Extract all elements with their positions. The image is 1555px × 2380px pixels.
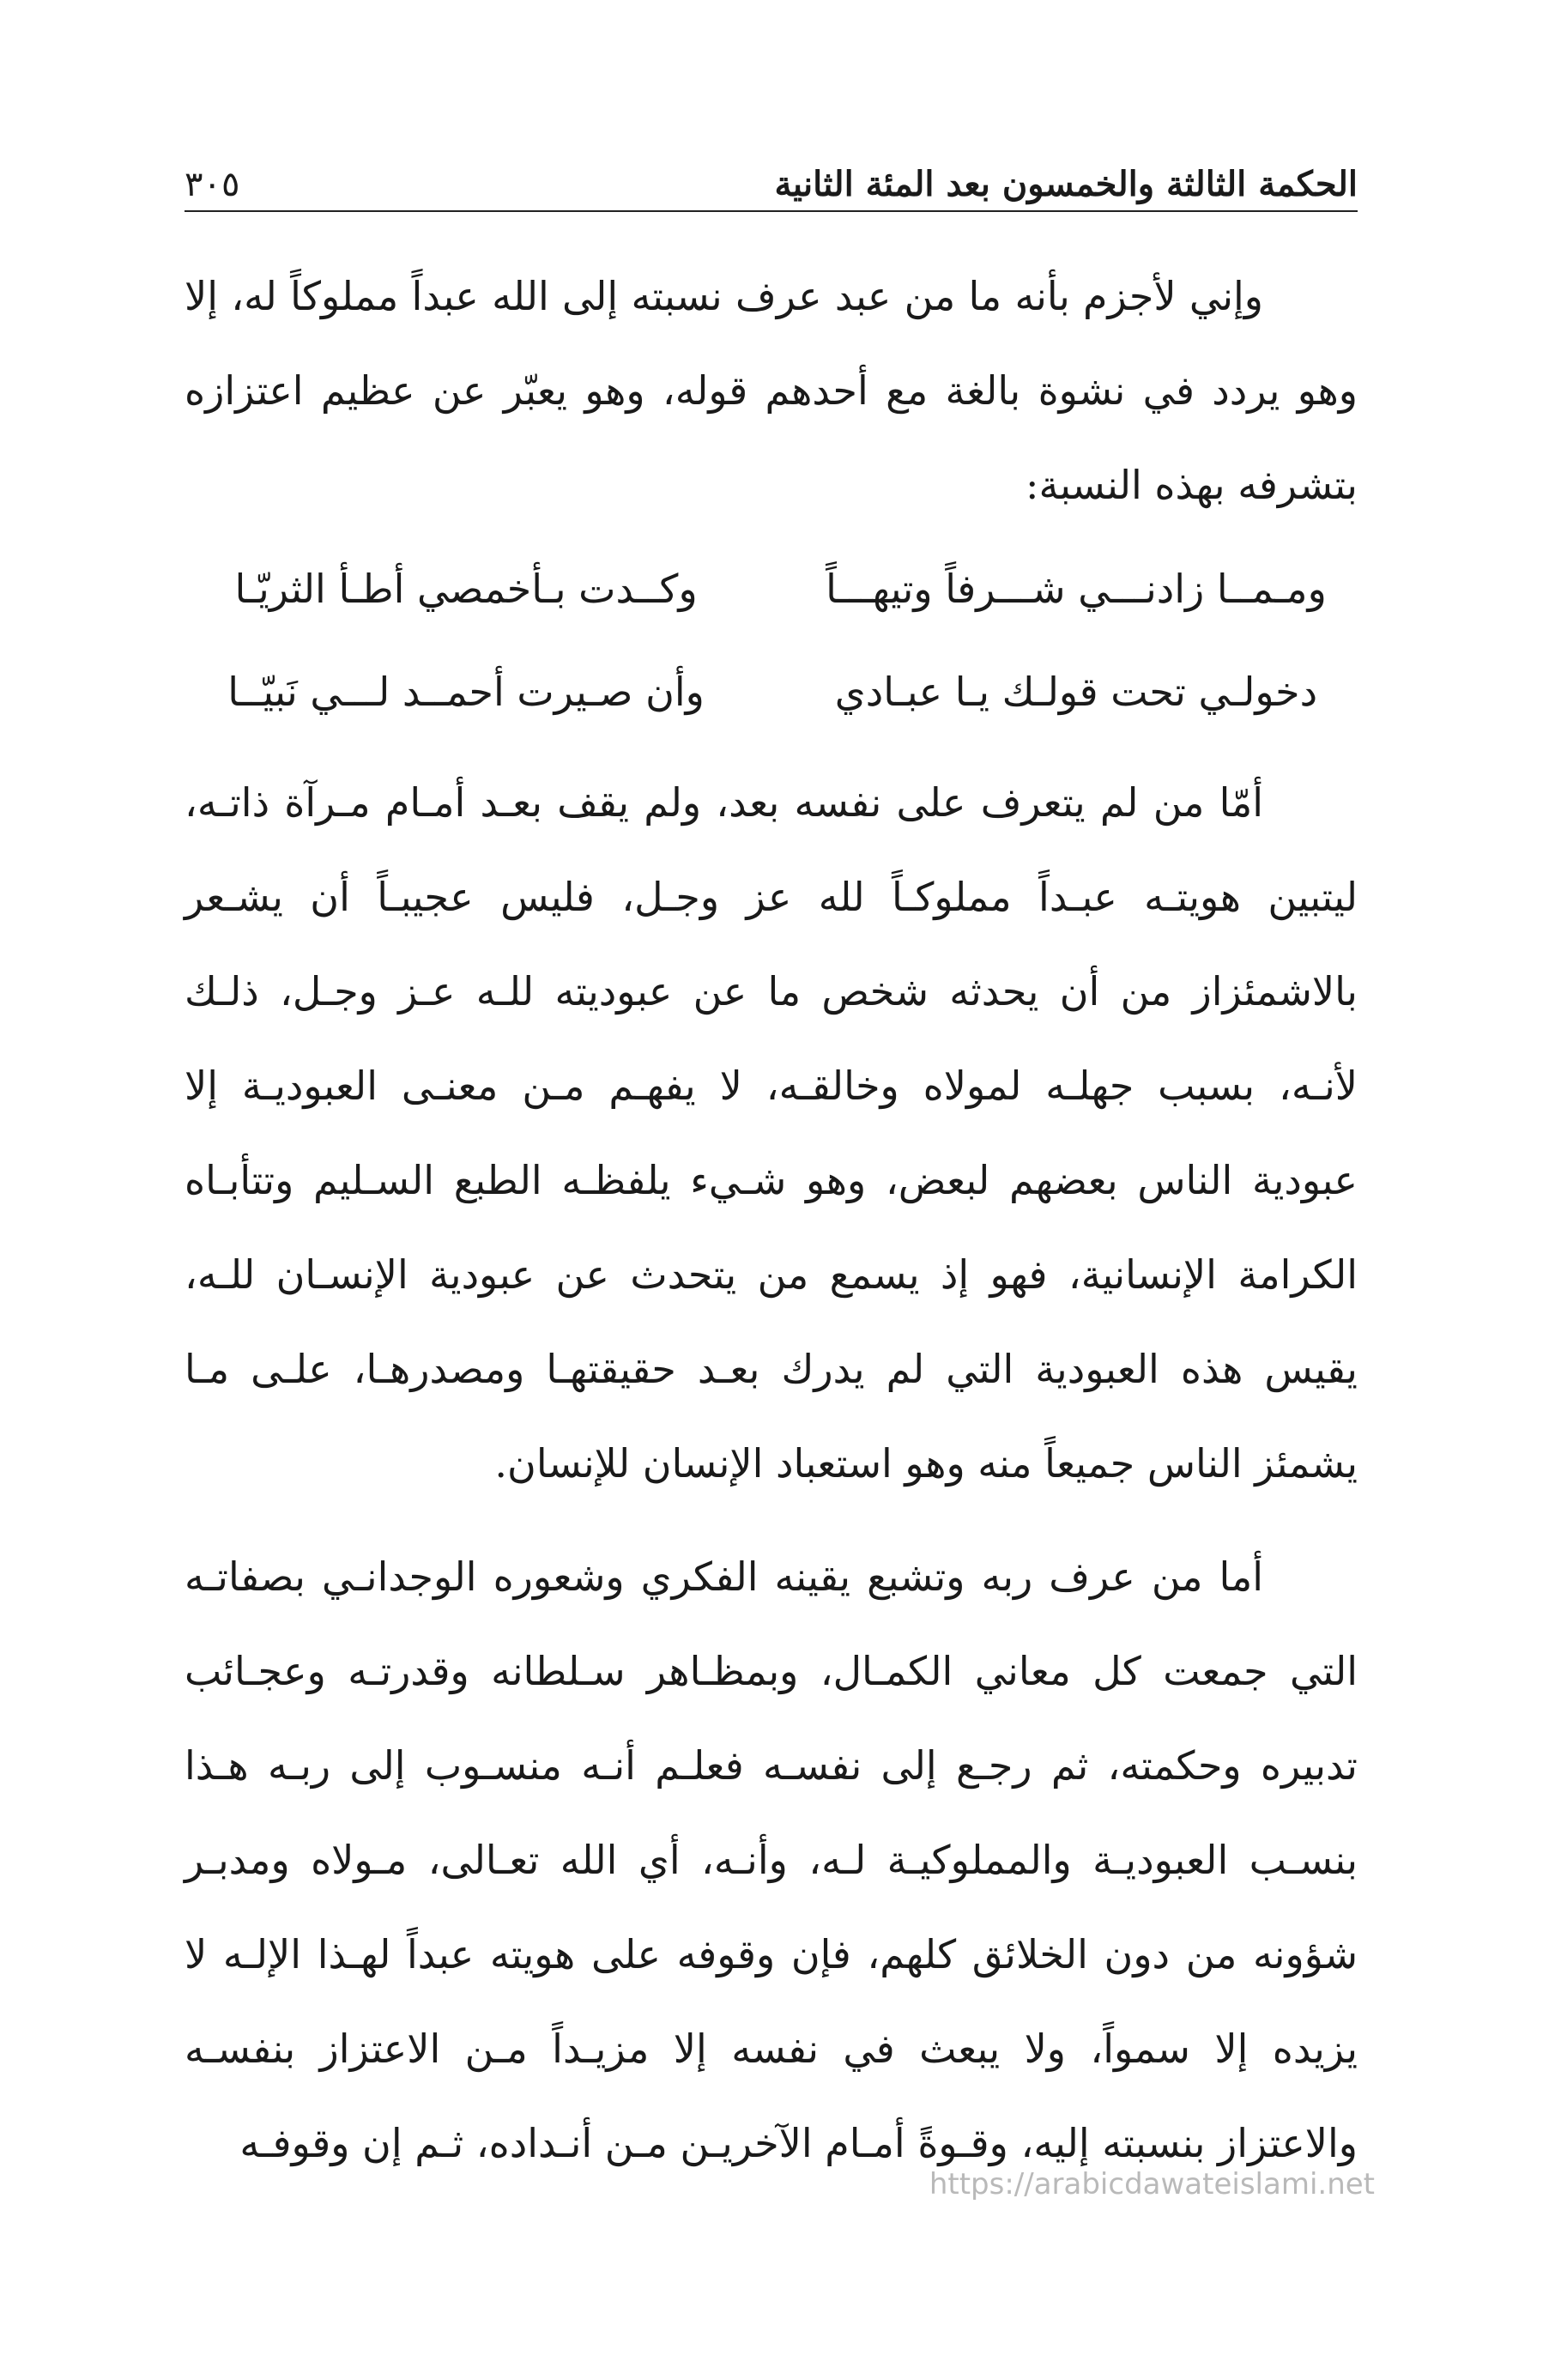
running-header <box>185 142 1358 202</box>
source-watermark: https://arabicdawateislami.net <box>929 2167 1375 2201</box>
verse-line-1 <box>185 537 1358 640</box>
paragraph-2: أمّا من لم يتعرف على نفسه بعد، ولم يقف بعـد أمـام مـرآة ذاتـه، ليتبين هويتـه عبـداً مملوكـاً لله عز وجـل، فليس عجيبـاً أن يشـعر بالاشمئزاز من أن يحدثه شخص ما عن عبوديته للـه عـز وجـل، ذلـك لأنـه، بسبب جهلـه لمولاه وخالقـه، لا يفهـم مـن معنـى العبوديـة إلا عبودية الناس بعضهم لبعض، وهو شـيء يلفظـه الطبع السـليم وتتأبـاه الكرامة الإنسانية، فهو إذ يسمع من يتحدث عن عبودية الإنسـان للـه، يقيس هذه العبودية التي لم يدرك بعـد حقيقتهـا ومصدرهـا، علـى مـا يشمئز الناس جميعاً منه وهو استعباد الإنسان للإنسان. <box>185 779 1358 1487</box>
verse-1-first-hemistich: ومـمــا زادنـــي شـــرفاً وتيهـــاً <box>826 566 1327 612</box>
verse-2-second-hemistich: وأن صـيرت أحمــد لـــي نَبيّــا <box>227 669 705 715</box>
verse-1-second-hemistich: وكــدت بـأخمصي أطـأ الثريّـا <box>234 566 698 612</box>
poetry-block <box>185 537 1358 743</box>
chapter-title: الحكمة الثالثة والخمسون بعد المئة الثانية <box>774 164 1358 204</box>
page-body <box>185 249 1358 2166</box>
paragraph-intro: وإني لأجزم بأنه ما من عبد عرف نسبته إلى الله عبداً مملوكاً له، إلا وهو يردد في نشوة بالغة مع أحدهم قوله، وهو يعبّر عن عظيم اعتزازه بتشرفه بهذه النسبة: <box>185 273 1358 508</box>
paragraph-spacer <box>185 1511 1358 1529</box>
verse-line-2 <box>185 640 1358 743</box>
verse-2-first-hemistich: دخولـي تحت قولـك يـا عبـادي <box>834 669 1318 715</box>
page-number: ٣٠٥ <box>185 165 240 204</box>
header-divider <box>185 210 1358 212</box>
paragraph-3: أما من عرف ربه وتشبع يقينه الفكري وشعوره الوجدانـي بصفاتـه التي جمعت كل معاني الكمـال، وبمظـاهر سـلطانه وقدرتـه وعجـائب تدبيره وحكمته، ثم رجـع إلى نفسـه فعلـم أنـه منسـوب إلى ربـه هـذا بنسـب العبوديـة والمملوكيـة لـه، وأنـه، أي الله تعـالى، مـولاه ومدبـر شؤونه من دون الخلائق كلهم، فإن وقوفه على هويته عبداً لهـذا الإلـه لا يزيده إلا سمواً، ولا يبعث في نفسه إلا مزيـداً مـن الاعتزاز بنفسـه والاعتزاز بنسبته إليه، وقـوةً أمـام الآخريـن مـن أنـداده، ثـم إن وقوفـه <box>185 1553 1358 2166</box>
